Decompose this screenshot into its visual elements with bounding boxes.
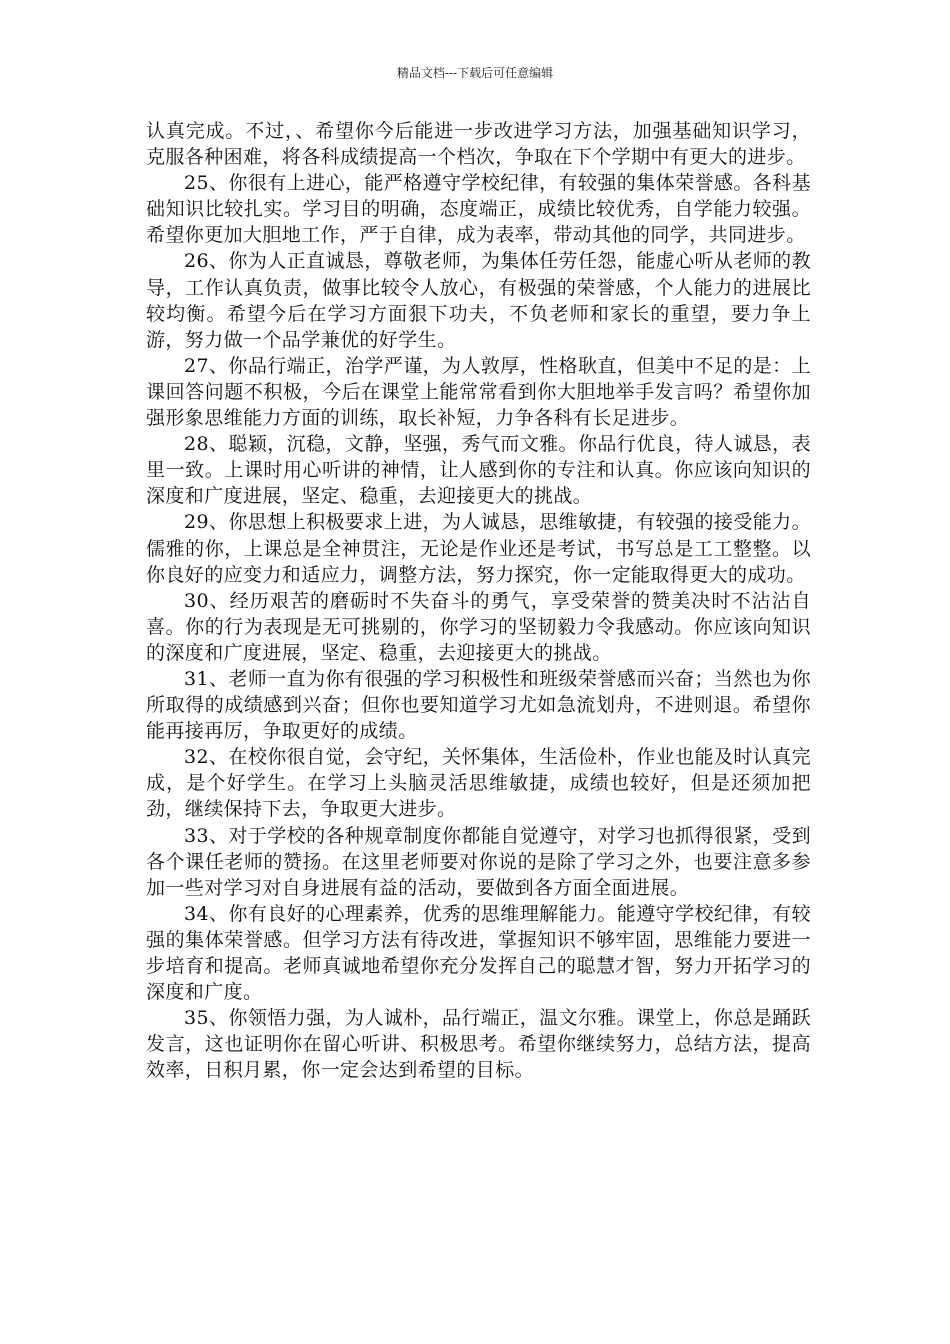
page-header: 精品文档---下载后可任意编辑 <box>396 66 554 80</box>
paragraph-32: 32、在校你很自觉，会守纪，关怀集体，生活俭朴，作业也能及时认真完成，是个好学生。在学习上头脑灵活思维敏捷，成绩也较好，但是还须加把劲，继续保持下去，争取更大进步。 <box>146 746 811 821</box>
paragraph-30: 30、经历艰苦的磨砺时不失奋斗的勇气，享受荣誉的赞美决时不沾沾自喜。你的行为表现是无可挑剔的，你学习的坚韧毅力令我感动。你应该向知识的深度和广度进展，坚定、稳重，去迎接更大的挑战。 <box>146 589 811 664</box>
paragraph-31: 31、老师一直为你有很强的学习积极性和班级荣誉感而兴奋；当然也为你所取得的成绩感到兴奋；但你也要知道学习尤如急流划舟，不进则退。希望你能再接再厉，争取更好的成绩。 <box>146 667 811 743</box>
document-body <box>146 118 811 1083</box>
paragraph-27: 27、你品行端正，治学严谨，为人敦厚，性格耿直，但美中不足的是：上课回答问题不积极，今后在课堂上能常常看到你大胆地举手发言吗？希望你加强形象思维能力方面的训练，取长补短，力争各科有长足进步。 <box>146 354 811 430</box>
paragraph-25: 25、你很有上进心，能严格遵守学校纪律，有较强的集体荣誉感。各科基础知识比较扎实。学习目的明确，态度端正，成绩比较优秀，自学能力较强。希望你更加大胆地工作，严于自律，成为表率，带动其他的同学，共同进步。 <box>146 172 811 247</box>
paragraph-33: 33、对于学校的各种规章制度你都能自觉遵守，对学习也抓得很紧，受到各个课任老师的赞扬。在这里老师要对你说的是除了学习之外，也要注意多参加一些对学习对自身进展有益的活动，要做到各方面全面进展。 <box>146 824 811 899</box>
paragraph-29: 29、你思想上积极要求上进，为人诚恳，思维敏捷，有较强的接受能力。儒雅的你，上课总是全神贯注，无论是作业还是考试，书写总是工工整整。以你良好的应变力和适应力，调整方法，努力探究，你一定能取得更大的成功。 <box>146 511 811 586</box>
paragraph-26: 26、你为人正直诚恳，尊敬老师，为集体任劳任怨，能虚心听从老师的教导，工作认真负责，做事比较令人放心，有极强的荣誉感，个人能力的进展比较均衡。希望今后在学习方面狠下功夫，不负老师和家长的重望，要力争上游，努力做一个品学兼优的好学生。 <box>146 250 811 351</box>
paragraph-35: 35、你领悟力强，为人诚朴，品行端正，温文尔雅。课堂上，你总是踊跃发言，这也证明你在留心听讲、积极思考。希望你继续努力，总结方法，提高效率，日积月累，你一定会达到希望的目标。 <box>146 1007 811 1082</box>
paragraph-34: 34、你有良好的心理素养，优秀的思维理解能力。能遵守学校纪律，有较强的集体荣誉感。但学习方法有待改进，掌握知识不够牢固，思维能力要进一步培育和提高。老师真诚地希望你充分发挥自己的聪慧才智，努力开拓学习的深度和广度。 <box>146 902 811 1004</box>
paragraph-continued: 认真完成。不过，、希望你今后能进一步改进学习方法，加强基础知识学习，克服各种困难，将各科成绩提高一个档次，争取在下个学期中有更大的进步。 <box>146 120 811 169</box>
paragraph-28: 28、聪颖，沉稳，文静，坚强，秀气而文雅。你品行优良，待人诚恳，表里一致。上课时用心听讲的神情，让人感到你的专注和认真。你应该向知识的深度和广度进展，坚定、稳重，去迎接更大的挑战。 <box>146 433 811 508</box>
